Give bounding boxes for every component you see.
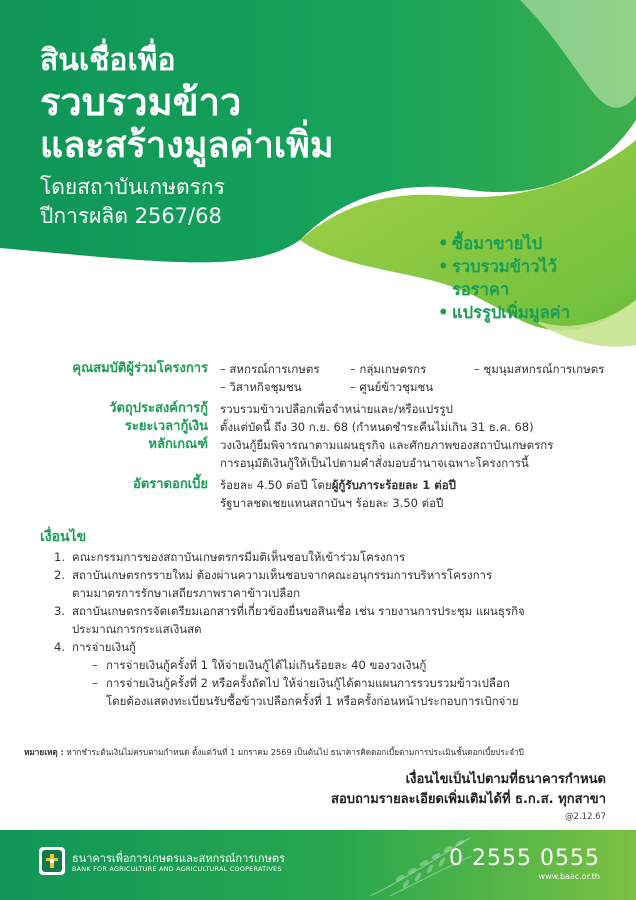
title-block: [40, 42, 334, 230]
members-list: [220, 360, 624, 396]
member-item: – วิสาหกิจชุมชน: [220, 380, 302, 394]
purpose-value: รวบรวมข้าวเปลือกเพื่อจำหน่ายและ/หรือแปรรูป: [220, 402, 453, 416]
condition-subitem: – การจ่ายเงินกู้ครั้งที่ 2 หรือครั้งถัดไป ให้จ่ายเงินกู้ได้ตามแผนการรวบรวมข้าวเปลือก โดยต้องแสดงทะเบียนรับซื้อข้าวเปลือกครั้งที่ 1 หรือครั้งก่อนหน้าประกอบการเบิกจ่าย: [92, 676, 519, 708]
members-row: [40, 360, 610, 396]
closing-line-1: เงื่อนไขเป็นไปตามที่ธนาคารกำหนด: [405, 772, 606, 787]
rate-label: อัตราดอกเบี้ย: [133, 477, 208, 492]
bullet-item: รอราคา: [452, 280, 510, 299]
website-link[interactable]: www.baac.or.th: [538, 872, 600, 881]
conditions: [40, 528, 610, 710]
condition-item: 4. การจ่ายเงินกู้: [54, 640, 136, 654]
title-line-1: สินเชื่อเพื่อ: [40, 43, 176, 78]
member-item: – กลุ่มเกษตรกร: [350, 362, 427, 376]
condition-item: 1. คณะกรรมการของสถาบันเกษตรกรมีมติเห็นชอบให้เข้าร่วมโครงการ: [54, 550, 406, 564]
title-line-5: ปีการผลิต 2567/68: [40, 204, 222, 228]
closing-text: [331, 770, 606, 810]
condition-subitem: – การจ่ายเงินกู้ครั้งที่ 1 ให้จ่ายเงินกู้ได้ไม่เกินร้อยละ 40 ของวงเงินกู้: [92, 658, 427, 672]
member-item: – สหกรณ์การเกษตร: [220, 362, 320, 376]
bank-name-english: BANK FOR AGRICULTURE AND AGRICULTURAL COOPERATIVES: [72, 865, 282, 873]
bank-name-thai: ธนาคารเพื่อการเกษตรและสหกรณ์การเกษตร: [72, 852, 285, 865]
loan-info: [40, 360, 610, 512]
member-item: – ชุมนุมสหกรณ์การเกษตร: [474, 362, 605, 376]
member-item: – ศูนย์ข้าวชุมชน: [350, 380, 434, 394]
condition-item: 2. สถาบันเกษตรกรรายใหม่ ต้องผ่านความเห็นชอบจากคณะอนุกรรมการบริหารโครงการ ตามมาตรการรักษาเสถียรภาพราคาข้าวเปลือก: [54, 568, 493, 600]
footnote: หมายเหตุ : หากชำระต้นเงินไม่ครบตามกำหนด ตั้งแต่วันที่ 1 มกราคม 2569 เป็นต้นไป ธนาคารคิดดอกเบี้ยตามการประเมินชั้นดอกเบี้ยประจำปี: [24, 747, 524, 757]
doc-code: @2.12.67: [565, 812, 606, 822]
contact-phone: 0 2555 0555: [449, 846, 600, 871]
bullet-item: • แปรรูปเพิ่มมูลค่า: [438, 303, 570, 322]
title-line-2: รวบรวมข้าว: [40, 80, 242, 124]
feature-bullets: [438, 232, 570, 324]
rate-row: [40, 476, 610, 512]
criteria-value: วงเงินกู้ยืมพิจารณาตามแผนธุรกิจ และศักยภาพของสถาบันเกษตรกร การอนุมัติเงินกู้ให้เป็นไปตามคำสั่งมอบอำนาจเฉพาะโครงการนี้: [220, 438, 554, 470]
rate-value: ร้อยละ 4.50 ต่อปี โดยผู้กู้รับภาระร้อยละ 1 ต่อปี รัฐบาลชดเชยแทนสถาบันฯ ร้อยละ 3.50 ต่อปี: [220, 478, 456, 510]
period-row: [40, 418, 610, 436]
criteria-row: [40, 436, 610, 472]
period-value: ตั้งแต่บัดนี้ ถึง 30 ก.ย. 68 (กำหนดชำระคืนไม่เกิน 31 ธ.ค. 68): [220, 420, 534, 434]
period-label: ระยะเวลากู้เงิน: [124, 419, 208, 434]
conditions-title: เงื่อนไข: [40, 529, 87, 545]
purpose-label: วัตถุประสงค์การกู้: [109, 401, 208, 416]
bullet-item: • รวบรวมข้าวไว้: [438, 257, 557, 276]
title-line-4: โดยสถาบันเกษตรกร: [40, 175, 225, 199]
criteria-label: หลักเกณฑ์: [148, 437, 208, 452]
bullet-item: • ซื้อมาขายไป: [438, 234, 543, 253]
condition-item: 3. สถาบันเกษตรกรจัดเตรียมเอกสารที่เกี่ยวข้องยื่นขอสินเชื่อ เช่น รายงานการประชุม แผนธุรกิจ ประมาณการกระแสเงินสด: [54, 604, 525, 636]
members-label: คุณสมบัติผู้ร่วมโครงการ: [72, 361, 208, 376]
title-line-3: และสร้างมูลค่าเพิ่ม: [40, 125, 334, 166]
purpose-row: [40, 400, 610, 418]
closing-line-2: สอบถามรายละเอียดเพิ่มเติมได้ที่ ธ.ก.ส. ทุกสาขา: [331, 792, 606, 807]
baac-logo-icon: [38, 846, 66, 876]
